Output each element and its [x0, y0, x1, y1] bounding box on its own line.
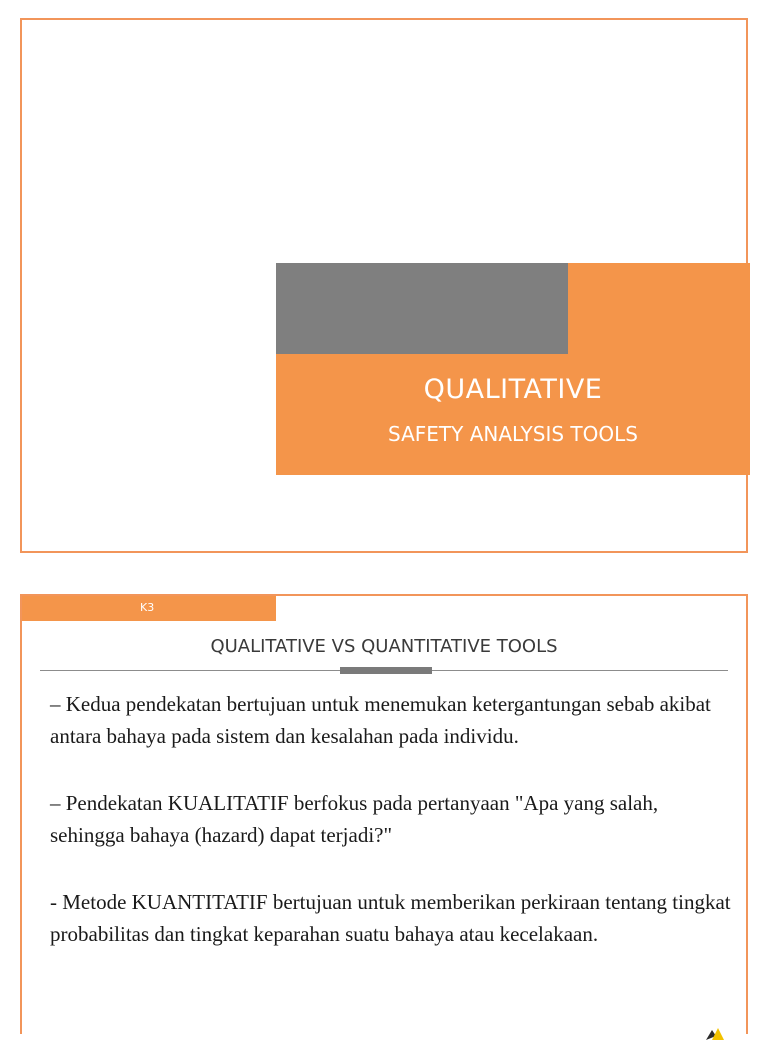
- body-paragraph: - Metode KUANTITATIF bertujuan untuk memberikan perkiraan tentang tingkat probabilitas dan tingkat keparahan suatu bahaya atau kecelakaan.: [50, 890, 731, 946]
- body-paragraph: – Pendekatan KUALITATIF berfokus pada pertanyaan "Apa yang salah, sehingga bahaya (hazard) dapat terjadi?": [50, 791, 659, 847]
- slide-subtitle: SAFETY ANALYSIS TOOLS: [388, 422, 638, 446]
- slide-body: [50, 688, 732, 985]
- section-tag: [22, 596, 276, 621]
- title-banner: [276, 354, 750, 475]
- divider-accent: [340, 667, 432, 674]
- slide-heading: QUALITATIVE VS QUANTITATIVE TOOLS: [210, 636, 558, 657]
- content-slide: [20, 594, 748, 1034]
- section-tag-label: K3: [140, 601, 155, 614]
- gray-block: [276, 263, 568, 354]
- slide-title: QUALITATIVE: [423, 374, 603, 405]
- orange-block-top: [568, 263, 750, 354]
- body-paragraph: – Kedua pendekatan bertujuan untuk menemukan ketergantungan sebab akibat antara bahaya pada sistem dan kesalahan pada individu.: [50, 692, 711, 748]
- title-slide: [20, 18, 748, 553]
- corner-logo-icon: [704, 1026, 724, 1040]
